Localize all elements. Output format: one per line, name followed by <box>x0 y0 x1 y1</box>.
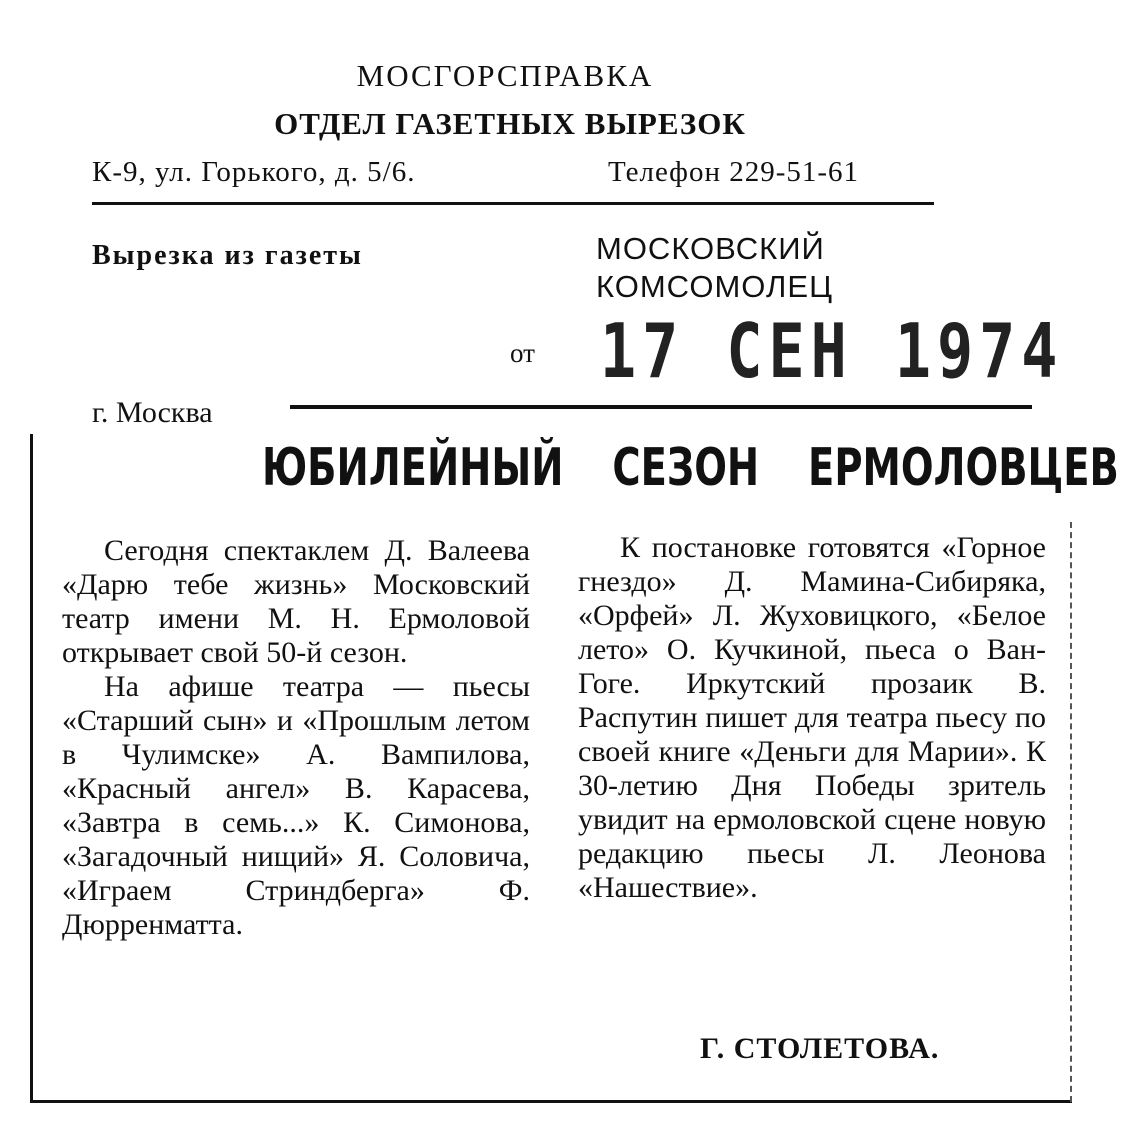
article-paragraph: К постановке готовятся «Горное гнездо» Д. Мамина-Сибиряка, «Орфей» Л. Жуховицкого, «Белое лето» О. Кучкиной, пьеса о Ван-Гоге. Иркутский прозаик В. Распутин пишет для театра пьесу по своей книге «Деньги для Марии». К 30-летию Дня Победы зритель увидит на ермоловской сцене новую редакцию пьесы Л. Леонова «Нашествие». <box>578 531 1046 904</box>
clipping-border-right <box>1070 522 1072 1102</box>
newspaper-name-line1: МОСКОВСКИЙ <box>596 231 825 266</box>
clipping-label: Вырезка из газеты <box>92 240 363 271</box>
newspaper-name <box>596 230 833 306</box>
article-column-right <box>578 531 1046 905</box>
article-author: Г. СТОЛЕТОВА. <box>700 1032 940 1065</box>
article-paragraph: На афише театра — пьесы «Старший сын» и «Прошлым летом в Чулимске» А. Вампилова, «Красный ангел» В. Карасева, «Завтра в семь...» К. Симонова, «Загадочный нищий» Я. Соловича, «Играем Стриндберга» Ф. Дюрренматта. <box>62 670 530 941</box>
clipping-border-bottom <box>30 1100 1072 1103</box>
headline-word-3: ЕРМОЛОВЦЕВ <box>808 438 1119 498</box>
agency-address: К-9, ул. Горького, д. 5/6. <box>92 156 416 188</box>
clipping-border-left <box>30 434 33 1102</box>
header-rule <box>92 202 934 205</box>
article-column-left <box>62 534 530 942</box>
agency-name: МОСГОРСПРАВКА <box>356 58 654 93</box>
newspaper-name-line2: КОМСОМОЛЕЦ <box>596 269 834 304</box>
clipping-top-rule <box>290 405 1032 409</box>
agency-phone: Телефон 229-51-61 <box>608 156 860 188</box>
headline-word-1: ЮБИЛЕЙНЫЙ <box>262 438 564 498</box>
headline-word-2: СЕЗОН <box>612 438 760 498</box>
date-stamp: 17 СЕН 1974 <box>600 308 1064 396</box>
city-label: г. Москва <box>92 396 213 429</box>
department-name: ОТДЕЛ ГАЗЕТНЫХ ВЫРЕЗОК <box>274 106 746 141</box>
article-paragraph: Сегодня спектаклем Д. Валеева «Дарю тебе жизнь» Московский театр имени М. Н. Ермоловой открывает свой 50-й сезон. <box>62 534 530 669</box>
article-headline <box>262 438 1124 498</box>
date-label: от <box>510 338 535 368</box>
